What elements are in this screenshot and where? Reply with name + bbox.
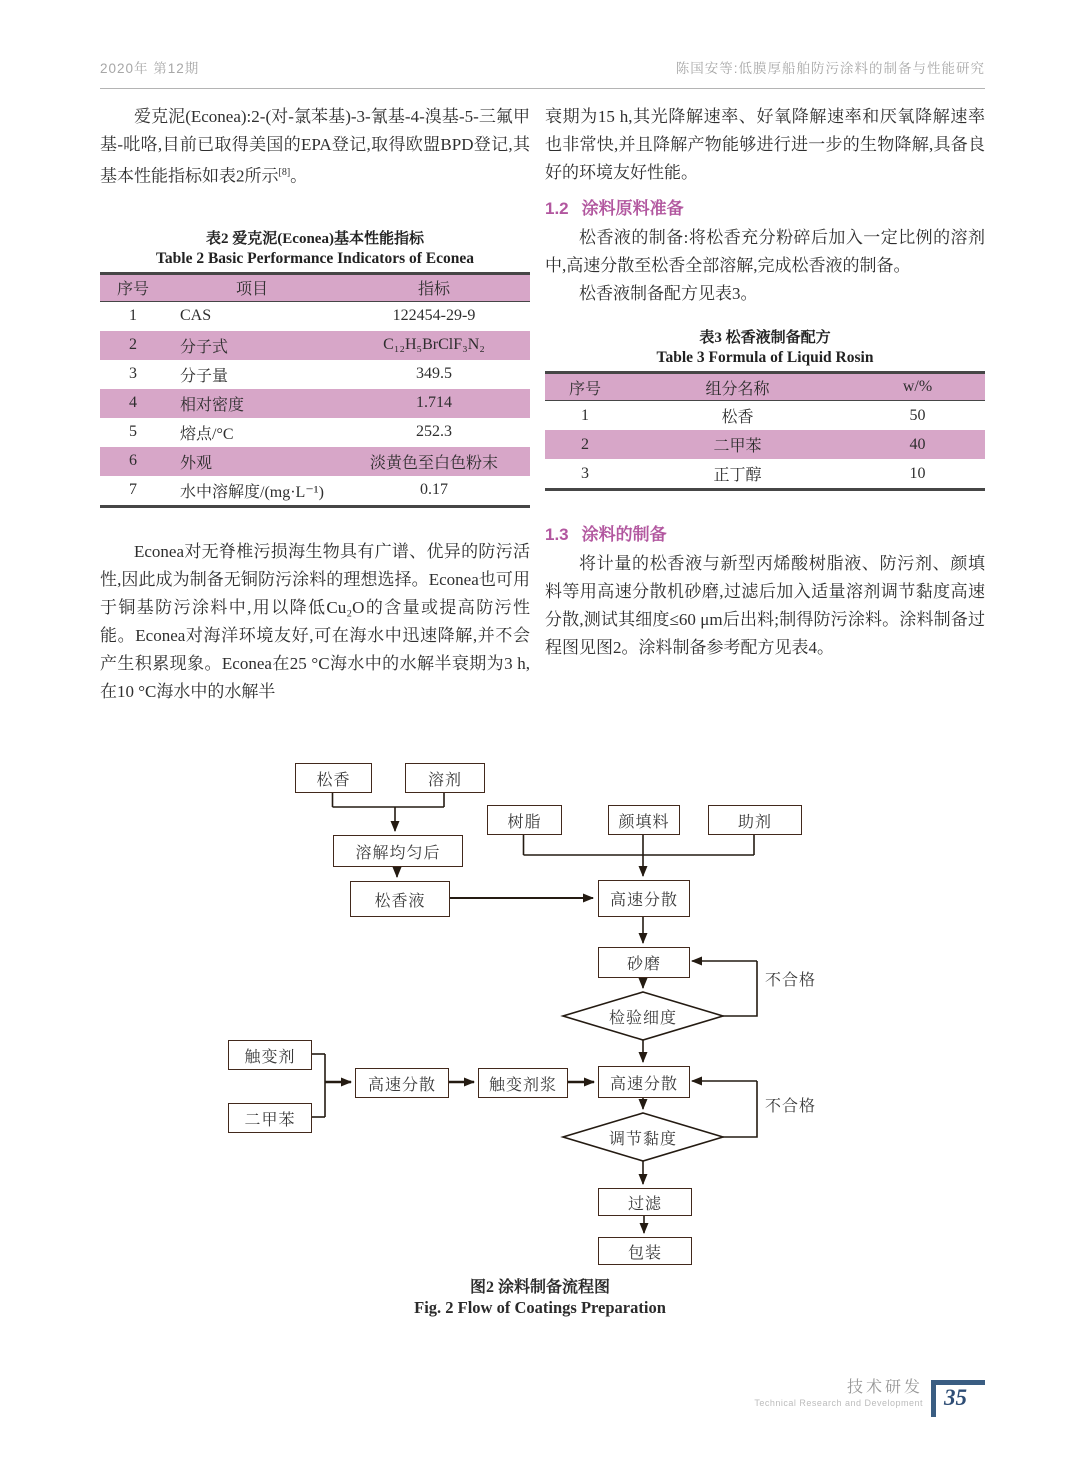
flow-node-high-speed-dispersion-2: 高速分散 [598, 1066, 690, 1098]
section-heading-1-2 [545, 194, 985, 219]
flow-label-fail-1: 不合格 [765, 972, 817, 989]
flow-node-additive: 助剂 [708, 805, 802, 835]
table-row [100, 360, 530, 389]
two-column-area [100, 103, 985, 706]
table3-col-index: 序号 [568, 380, 601, 398]
table2-col-value: 指标 [417, 281, 450, 299]
cell-item: 水中溶解度/(mg·L⁻¹) [180, 483, 324, 501]
table3-col-wpct: w/% [902, 378, 933, 395]
cell-item: 分子式 [180, 338, 229, 356]
cell-value: 252.3 [416, 423, 452, 441]
header-rule [100, 88, 985, 89]
cell-index: 2 [129, 336, 137, 354]
flow-node-filter: 过滤 [598, 1188, 692, 1216]
paragraph-econea-properties: Econea对无脊椎污损海生物具有广谱、优异的防污活性,因此成为制备无铜防污涂料的理想选择。Econea也可用于铜基防污涂料中,用以降低Cu₂O的含量或提高防污性能。Econea对海洋环境友好,可在海水中迅速降解,并不会产生积累现象。Econea在25 °C海水中的水解半衰期为3 h,在10 °C海水中的水解半 [100, 541, 530, 701]
cell-wpct: 10 [909, 464, 926, 482]
table3-title-en: Table 3 Formula of Liquid Rosin [656, 349, 874, 366]
page-number-bracket-left [931, 1380, 936, 1417]
flow-node-resin: 树脂 [487, 805, 562, 835]
table2-title-zh: 表2 爱克泥(Econea)基本性能指标 [206, 230, 424, 247]
table2-col-item: 项目 [235, 281, 268, 299]
table2-header-row [100, 273, 530, 301]
table3-liquid-rosin-formula [545, 371, 985, 491]
section-number: 1.3 [545, 525, 569, 544]
cell-index: 2 [581, 435, 589, 453]
table-row [100, 418, 530, 447]
figure2-caption-en: Fig. 2 Flow of Coatings Preparation [414, 1298, 666, 1317]
flow-node-rosin-liquid: 松香液 [350, 881, 450, 917]
spacer [100, 508, 530, 538]
footer-dept-en: Technical Research and Development [754, 1398, 923, 1408]
flow-node-solvent: 溶剂 [405, 763, 485, 793]
flow-node-packaging: 包装 [598, 1237, 692, 1265]
section-title: 涂料原料准备 [581, 199, 684, 218]
flow-node-high-speed-dispersion-1: 高速分散 [598, 880, 690, 917]
paragraph-degradation: 衰期为15 h,其光降解速率、好氧降解速率和厌氧降解速率也非常快,并且降解产物能够进行进一步的生物降解,具备良好的环境友好性能。 [545, 107, 985, 182]
flow-node-xylene: 二甲苯 [228, 1103, 312, 1133]
figure2-flowchart [205, 755, 875, 1267]
flow-node-rosin: 松香 [295, 763, 372, 793]
cell-component: 松香 [721, 409, 754, 426]
cell-value: C₁₂H₅BrClF₃N₂ [383, 336, 485, 354]
cell-index: 4 [129, 394, 137, 412]
paragraph-econea-intro-text: 爱克泥(Econea):2-(对-氯苯基)-3-氰基-4-溴基-5-三氟甲基-吡咯,目前已取得美国的EPA登记,取得欧盟BPD登记,其基本性能指标如表2所示 [100, 107, 530, 186]
page-footer [754, 1378, 985, 1420]
table-row [100, 476, 530, 507]
paragraph-see-table3: 松香液制备配方见表3。 [579, 284, 758, 303]
flow-node-high-speed-dispersion-left: 高速分散 [355, 1068, 449, 1098]
cell-value: 1.714 [416, 394, 452, 412]
page-number: 35 [944, 1385, 967, 1410]
table-row [100, 301, 530, 331]
cell-index: 6 [129, 452, 137, 470]
cell-index: 1 [581, 406, 589, 424]
header-article-title: 陈国安等:低膜厚船舶防污涂料的制备与性能研究 [675, 61, 985, 76]
paragraph-econea-intro-end: 。 [290, 166, 308, 186]
cell-value: 淡黄色至白色粉末 [369, 454, 498, 472]
right-column [545, 103, 985, 706]
table-row [100, 331, 530, 360]
table-row [100, 389, 530, 418]
table3-col-component: 组分名称 [705, 380, 770, 398]
cell-value: 0.17 [420, 481, 448, 499]
section-title: 涂料的制备 [581, 525, 667, 544]
flow-node-dissolve-evenly: 溶解均匀后 [333, 835, 463, 867]
table3-header-row [545, 373, 985, 401]
section-heading-1-3 [545, 520, 985, 545]
cell-value: 349.5 [416, 365, 452, 383]
flow-node-thixotropic-agent: 触变剂 [228, 1040, 312, 1070]
figure2-caption-zh: 图2 涂料制备流程图 [469, 1279, 610, 1296]
cell-item: 分子量 [180, 367, 229, 385]
cell-item: 熔点/°C [180, 425, 234, 443]
left-column [100, 103, 530, 706]
cell-value: 122454-29-9 [392, 307, 476, 325]
cell-component: 二甲苯 [713, 438, 762, 455]
cell-index: 3 [581, 464, 589, 482]
cell-item: CAS [180, 307, 212, 325]
footer-dept-zh: 技术研发 [846, 1379, 923, 1396]
flow-node-pigment-filler: 颜填料 [608, 805, 680, 835]
flow-node-thixotropic-slurry: 触变剂浆 [478, 1068, 568, 1098]
flow-node-sand-milling: 砂磨 [598, 947, 690, 978]
cell-item: 相对密度 [180, 396, 245, 414]
cell-index: 3 [129, 365, 137, 383]
footer-section [754, 1378, 923, 1408]
table-row [100, 447, 530, 476]
flow-label-fail-2: 不合格 [765, 1098, 817, 1115]
table2-title-en: Table 2 Basic Performance Indicators of Econea [156, 249, 474, 267]
running-header [100, 57, 985, 77]
table-row [545, 459, 985, 490]
table-row [545, 401, 985, 431]
cell-index: 5 [129, 423, 137, 441]
page-number-block [931, 1378, 985, 1420]
section-number: 1.2 [545, 199, 569, 218]
paragraph-coating-prep: 将计量的松香液与新型丙烯酸树脂液、防污剂、颜填料等用高速分散机砂磨,过滤后加入适量溶剂调节黏度高速分散,测试其细度≤60 μm后出料;制得防污涂料。涂料制备过程图见图2。涂料制备参考配方见表4。 [545, 554, 985, 657]
flow-decision-adjust-viscosity: 调节黏度 [608, 1130, 677, 1148]
paragraph-econea-intro [100, 103, 530, 191]
table3-title-zh: 表3 松香液制备配方 [699, 330, 831, 346]
table2-col-index: 序号 [116, 281, 149, 299]
header-issue: 2020年 第12期 [100, 61, 200, 76]
cell-component: 正丁醇 [713, 467, 762, 484]
flow-decision-check-fineness: 检验细度 [608, 1009, 677, 1027]
cell-index: 7 [129, 481, 137, 499]
table-row [545, 430, 985, 459]
paragraph-rosin-prep: 松香液的制备:将松香充分粉碎后加入一定比例的溶剂中,高速分散至松香全部溶解,完成松香液的制备。 [545, 228, 985, 275]
cell-item: 外观 [180, 454, 213, 472]
cell-wpct: 50 [909, 406, 926, 424]
citation-ref: [8] [278, 167, 291, 178]
cell-index: 1 [129, 307, 137, 325]
table2-econea-indicators [100, 272, 530, 508]
cell-wpct: 40 [909, 435, 926, 453]
